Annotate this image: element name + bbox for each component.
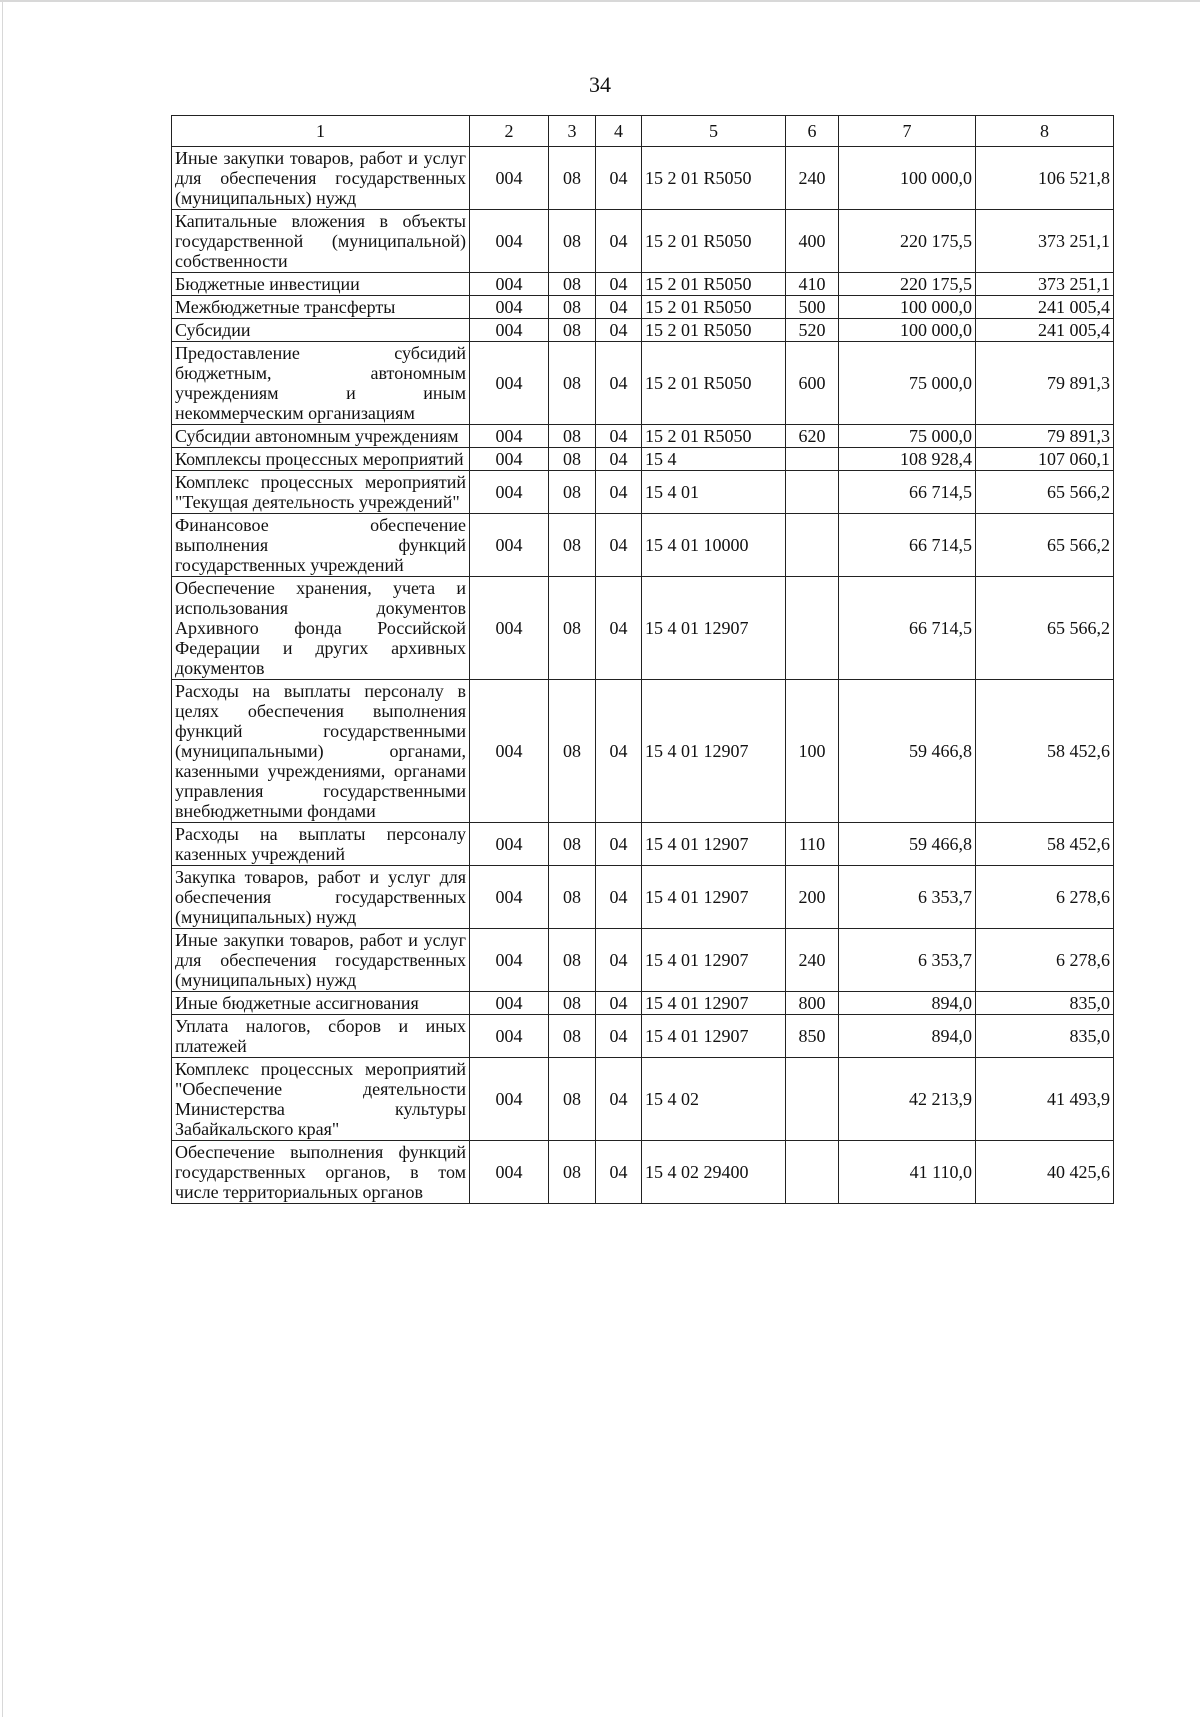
cell-expense-type: [786, 1141, 839, 1204]
table-row: [172, 680, 1114, 823]
row-name: Уплата налогов, сборов и иных платежей: [172, 1015, 470, 1058]
cell-section: 08: [549, 1015, 596, 1058]
header-row: [172, 116, 1114, 147]
cell-admin-code: 004: [470, 448, 549, 471]
cell-target-article: 15 2 01 R5050: [642, 147, 786, 210]
table-row: [172, 514, 1114, 577]
cell-subsection: 04: [596, 448, 642, 471]
table-row: [172, 273, 1114, 296]
cell-amount-year-2: 6 278,6: [976, 866, 1114, 929]
table-row: [172, 1058, 1114, 1141]
row-name: Обеспечение хранения, учета и использования документов Архивного фонда Российской Федерации и других архивных документов: [172, 577, 470, 680]
cell-target-article: 15 4 01 12907: [642, 577, 786, 680]
cell-amount-year-1: 75 000,0: [839, 425, 976, 448]
cell-section: 08: [549, 448, 596, 471]
table-row: [172, 1015, 1114, 1058]
cell-subsection: 04: [596, 514, 642, 577]
cell-target-article: 15 4 01 12907: [642, 929, 786, 992]
cell-admin-code: 004: [470, 992, 549, 1015]
row-name: Субсидии автономным учреждениям: [172, 425, 470, 448]
cell-target-article: 15 4 01 12907: [642, 1015, 786, 1058]
row-name: Иные бюджетные ассигнования: [172, 992, 470, 1015]
column-header: 5: [642, 116, 786, 147]
cell-target-article: 15 2 01 R5050: [642, 319, 786, 342]
cell-expense-type: 400: [786, 210, 839, 273]
cell-amount-year-1: 108 928,4: [839, 448, 976, 471]
cell-amount-year-2: 41 493,9: [976, 1058, 1114, 1141]
cell-section: 08: [549, 680, 596, 823]
row-name: Капитальные вложения в объекты государственной (муниципальной) собственности: [172, 210, 470, 273]
cell-amount-year-1: 42 213,9: [839, 1058, 976, 1141]
cell-section: 08: [549, 147, 596, 210]
cell-amount-year-1: 66 714,5: [839, 514, 976, 577]
table-row: [172, 471, 1114, 514]
cell-target-article: 15 4 01 12907: [642, 992, 786, 1015]
row-name: Комплекс процессных мероприятий "Обеспечение деятельности Министерства культуры Забайкальского края": [172, 1058, 470, 1141]
row-name: Иные закупки товаров, работ и услуг для обеспечения государственных (муниципальных) нужд: [172, 929, 470, 992]
table-row: [172, 1141, 1114, 1204]
row-name: Предоставление субсидий бюджетным, автономным учреждениям и иным некоммерческим организациям: [172, 342, 470, 425]
cell-amount-year-2: 241 005,4: [976, 296, 1114, 319]
cell-section: 08: [549, 577, 596, 680]
cell-section: 08: [549, 210, 596, 273]
row-name: Бюджетные инвестиции: [172, 273, 470, 296]
cell-admin-code: 004: [470, 1015, 549, 1058]
cell-expense-type: 500: [786, 296, 839, 319]
row-name: Финансовое обеспечение выполнения функций государственных учреждений: [172, 514, 470, 577]
cell-expense-type: 240: [786, 147, 839, 210]
cell-target-article: 15 2 01 R5050: [642, 342, 786, 425]
cell-subsection: 04: [596, 296, 642, 319]
cell-expense-type: 110: [786, 823, 839, 866]
cell-section: 08: [549, 1058, 596, 1141]
row-name: Комплекс процессных мероприятий "Текущая деятельность учреждений": [172, 471, 470, 514]
cell-target-article: 15 2 01 R5050: [642, 425, 786, 448]
cell-section: 08: [549, 296, 596, 319]
scan-edge-left: [2, 0, 3, 1717]
cell-amount-year-1: 66 714,5: [839, 577, 976, 680]
table-row: [172, 866, 1114, 929]
cell-amount-year-1: 75 000,0: [839, 342, 976, 425]
cell-admin-code: 004: [470, 425, 549, 448]
cell-amount-year-2: 79 891,3: [976, 342, 1114, 425]
cell-admin-code: 004: [470, 147, 549, 210]
column-header: 1: [172, 116, 470, 147]
cell-target-article: 15 4 02 29400: [642, 1141, 786, 1204]
cell-target-article: 15 2 01 R5050: [642, 296, 786, 319]
cell-admin-code: 004: [470, 210, 549, 273]
cell-section: 08: [549, 866, 596, 929]
cell-admin-code: 004: [470, 342, 549, 425]
cell-subsection: 04: [596, 823, 642, 866]
row-name: Расходы на выплаты персоналу в целях обеспечения выполнения функций государственными (муниципальными) органами, казенными учреждениями, органами управления государственными внебюджетными фондами: [172, 680, 470, 823]
cell-target-article: 15 4 01 12907: [642, 866, 786, 929]
cell-expense-type: 620: [786, 425, 839, 448]
table-row: [172, 425, 1114, 448]
row-name: Межбюджетные трансферты: [172, 296, 470, 319]
cell-amount-year-1: 41 110,0: [839, 1141, 976, 1204]
cell-expense-type: [786, 448, 839, 471]
cell-amount-year-1: 59 466,8: [839, 823, 976, 866]
column-header: 8: [976, 116, 1114, 147]
cell-section: 08: [549, 823, 596, 866]
cell-section: 08: [549, 273, 596, 296]
cell-target-article: 15 4 01 12907: [642, 680, 786, 823]
table-row: [172, 342, 1114, 425]
cell-amount-year-1: 6 353,7: [839, 866, 976, 929]
cell-amount-year-2: 65 566,2: [976, 471, 1114, 514]
cell-admin-code: 004: [470, 929, 549, 992]
cell-admin-code: 004: [470, 514, 549, 577]
cell-admin-code: 004: [470, 680, 549, 823]
cell-admin-code: 004: [470, 866, 549, 929]
cell-subsection: 04: [596, 319, 642, 342]
cell-target-article: 15 4 01: [642, 471, 786, 514]
cell-section: 08: [549, 319, 596, 342]
row-name: Расходы на выплаты персоналу казенных учреждений: [172, 823, 470, 866]
cell-admin-code: 004: [470, 273, 549, 296]
row-name: Закупка товаров, работ и услуг для обеспечения государственных (муниципальных) нужд: [172, 866, 470, 929]
cell-expense-type: [786, 514, 839, 577]
row-name: Обеспечение выполнения функций государственных органов, в том числе территориальных органов: [172, 1141, 470, 1204]
cell-admin-code: 004: [470, 296, 549, 319]
cell-amount-year-1: 66 714,5: [839, 471, 976, 514]
cell-amount-year-1: 220 175,5: [839, 210, 976, 273]
cell-amount-year-1: 894,0: [839, 1015, 976, 1058]
cell-target-article: 15 2 01 R5050: [642, 210, 786, 273]
cell-amount-year-2: 107 060,1: [976, 448, 1114, 471]
cell-admin-code: 004: [470, 1058, 549, 1141]
cell-expense-type: [786, 471, 839, 514]
cell-admin-code: 004: [470, 471, 549, 514]
cell-expense-type: 850: [786, 1015, 839, 1058]
cell-amount-year-2: 58 452,6: [976, 680, 1114, 823]
cell-subsection: 04: [596, 210, 642, 273]
cell-amount-year-2: 373 251,1: [976, 273, 1114, 296]
cell-expense-type: 200: [786, 866, 839, 929]
cell-amount-year-2: 40 425,6: [976, 1141, 1114, 1204]
cell-amount-year-2: 835,0: [976, 992, 1114, 1015]
scan-edge-top: [0, 0, 1200, 2]
table-row: [172, 147, 1114, 210]
cell-admin-code: 004: [470, 577, 549, 680]
cell-expense-type: 600: [786, 342, 839, 425]
cell-section: 08: [549, 929, 596, 992]
cell-expense-type: 520: [786, 319, 839, 342]
cell-section: 08: [549, 514, 596, 577]
cell-amount-year-1: 100 000,0: [839, 147, 976, 210]
cell-admin-code: 004: [470, 823, 549, 866]
cell-subsection: 04: [596, 1141, 642, 1204]
table-body: [172, 147, 1114, 1204]
cell-section: 08: [549, 1141, 596, 1204]
cell-amount-year-2: 65 566,2: [976, 514, 1114, 577]
cell-subsection: 04: [596, 1015, 642, 1058]
cell-amount-year-2: 241 005,4: [976, 319, 1114, 342]
row-name: Комплексы процессных мероприятий: [172, 448, 470, 471]
cell-expense-type: 240: [786, 929, 839, 992]
cell-subsection: 04: [596, 147, 642, 210]
cell-section: 08: [549, 425, 596, 448]
table-row: [172, 929, 1114, 992]
cell-target-article: 15 4 02: [642, 1058, 786, 1141]
cell-subsection: 04: [596, 1058, 642, 1141]
cell-target-article: 15 4 01 10000: [642, 514, 786, 577]
table-row: [172, 823, 1114, 866]
table-row: [172, 577, 1114, 680]
table-row: [172, 448, 1114, 471]
cell-amount-year-1: 59 466,8: [839, 680, 976, 823]
cell-subsection: 04: [596, 577, 642, 680]
table-row: [172, 992, 1114, 1015]
cell-amount-year-2: 58 452,6: [976, 823, 1114, 866]
column-header: 2: [470, 116, 549, 147]
cell-expense-type: 800: [786, 992, 839, 1015]
cell-amount-year-1: 100 000,0: [839, 319, 976, 342]
cell-admin-code: 004: [470, 1141, 549, 1204]
cell-subsection: 04: [596, 425, 642, 448]
page-number: 34: [589, 72, 611, 97]
table-row: [172, 296, 1114, 319]
budget-table: [171, 115, 1114, 1204]
column-header: 3: [549, 116, 596, 147]
cell-section: 08: [549, 471, 596, 514]
cell-subsection: 04: [596, 471, 642, 514]
table-row: [172, 319, 1114, 342]
cell-amount-year-1: 894,0: [839, 992, 976, 1015]
cell-expense-type: 410: [786, 273, 839, 296]
cell-amount-year-2: 79 891,3: [976, 425, 1114, 448]
cell-target-article: 15 4: [642, 448, 786, 471]
cell-expense-type: [786, 577, 839, 680]
cell-target-article: 15 4 01 12907: [642, 823, 786, 866]
cell-section: 08: [549, 342, 596, 425]
cell-subsection: 04: [596, 273, 642, 296]
cell-subsection: 04: [596, 680, 642, 823]
column-header: 7: [839, 116, 976, 147]
row-name: Иные закупки товаров, работ и услуг для обеспечения государственных (муниципальных) нужд: [172, 147, 470, 210]
column-header: 6: [786, 116, 839, 147]
cell-amount-year-1: 6 353,7: [839, 929, 976, 992]
cell-section: 08: [549, 992, 596, 1015]
table-row: [172, 210, 1114, 273]
cell-subsection: 04: [596, 929, 642, 992]
cell-subsection: 04: [596, 342, 642, 425]
cell-amount-year-2: 6 278,6: [976, 929, 1114, 992]
cell-amount-year-2: 373 251,1: [976, 210, 1114, 273]
cell-admin-code: 004: [470, 319, 549, 342]
cell-expense-type: [786, 1058, 839, 1141]
cell-amount-year-1: 220 175,5: [839, 273, 976, 296]
cell-target-article: 15 2 01 R5050: [642, 273, 786, 296]
cell-subsection: 04: [596, 866, 642, 929]
row-name: Субсидии: [172, 319, 470, 342]
cell-amount-year-2: 106 521,8: [976, 147, 1114, 210]
column-header: 4: [596, 116, 642, 147]
cell-amount-year-1: 100 000,0: [839, 296, 976, 319]
cell-amount-year-2: 65 566,2: [976, 577, 1114, 680]
cell-expense-type: 100: [786, 680, 839, 823]
cell-amount-year-2: 835,0: [976, 1015, 1114, 1058]
cell-subsection: 04: [596, 992, 642, 1015]
